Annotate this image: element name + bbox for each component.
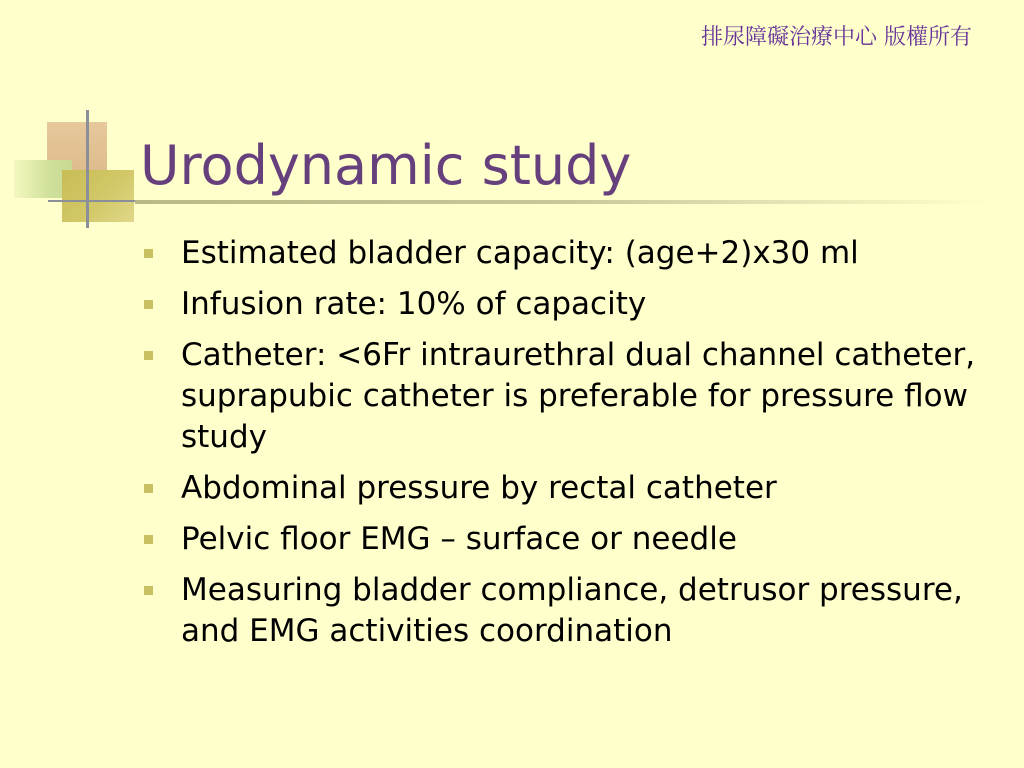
bullet-text: Infusion rate: 10% of capacity (181, 286, 647, 322)
copyright-text: 排尿障礙治療中心 版權所有 (701, 25, 972, 50)
bullet-square-icon (144, 535, 153, 544)
bullet-text: Measuring bladder compliance, detrusor pressure, and EMG activities coordination (181, 572, 963, 649)
bullet-item (144, 284, 1004, 325)
decor-vertical-line (86, 110, 89, 228)
bullet-square-icon (144, 586, 153, 595)
bullet-square-icon (144, 300, 153, 309)
bullet-square-icon (144, 249, 153, 258)
bullet-square-icon (144, 484, 153, 493)
bullet-item (144, 468, 1004, 509)
decor-olive-square (62, 170, 134, 222)
bullet-text: Catheter: <6Fr intraurethral dual channel catheter, suprapubic catheter is preferable for pressure flow study (181, 337, 976, 455)
bullet-text: Abdominal pressure by rectal catheter (181, 470, 777, 506)
title-underline (135, 200, 990, 204)
bullet-item (144, 519, 1004, 560)
bullet-square-icon (144, 351, 153, 360)
bullet-text: Pelvic floor EMG – surface or needle (181, 521, 737, 557)
decor-horizontal-line (48, 200, 140, 202)
bullet-item (144, 570, 1004, 652)
bullet-item (144, 335, 1004, 458)
bullet-list (144, 233, 1004, 662)
bullet-text: Estimated bladder capacity: (age+2)x30 ml (181, 235, 859, 271)
bullet-item (144, 233, 1004, 274)
slide-title: Urodynamic study (140, 134, 632, 197)
